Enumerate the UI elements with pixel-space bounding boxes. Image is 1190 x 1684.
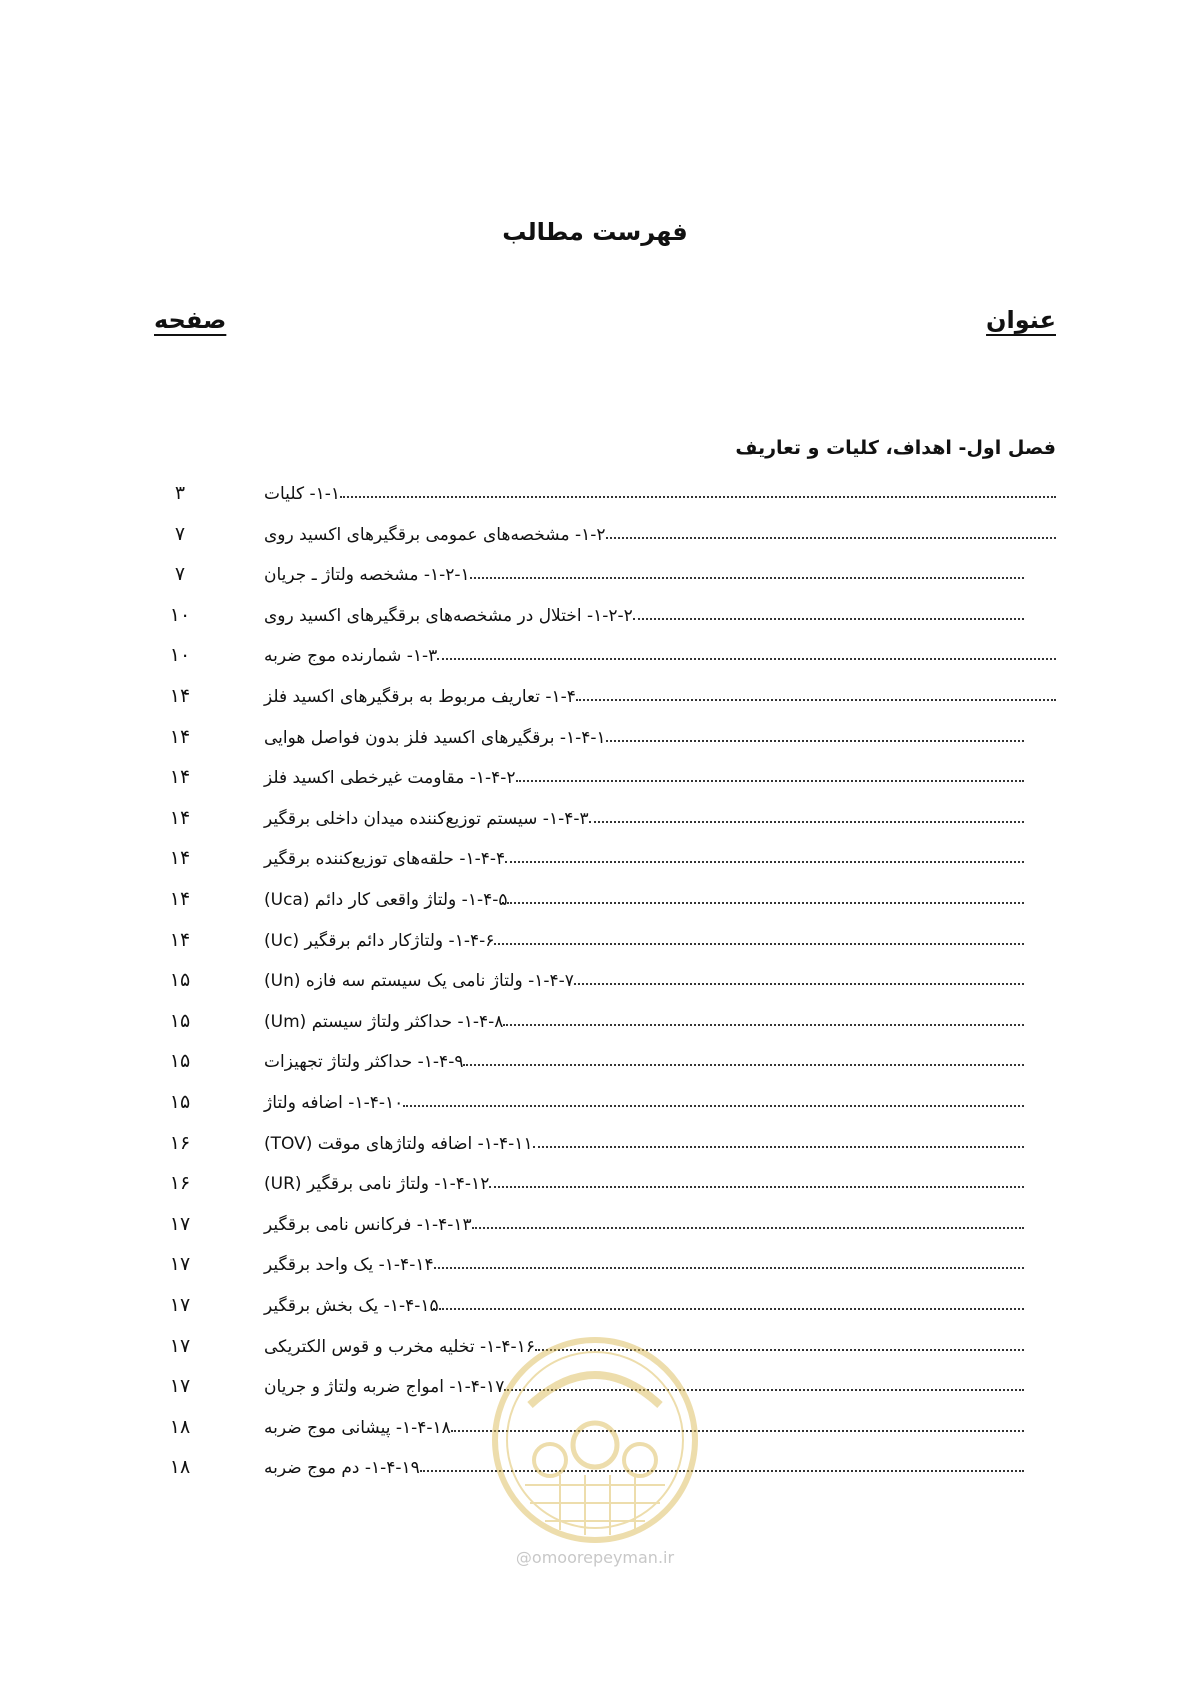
toc-entry [258,1164,1024,1194]
toc-page-number: ۱۴ [169,806,191,829]
toc-page-number: ۱۴ [169,888,191,910]
toc-page-number: ۱۶ [169,1131,191,1154]
watermark-url: @omoorepeyman.ir [515,1548,675,1567]
toc-page-number: ۱۰ [169,644,191,667]
toc-entry-label: ۱-۴-۹- حداکثر ولتاژ تجهیزات [264,1052,464,1073]
toc-entry-label: ۱-۴-۵- ولتاژ واقعی کار دائم (Uca) [264,890,508,910]
toc-entry-label: ۱-۴-۴- حلقه‌های توزیع‌کننده برقگیر [264,849,506,870]
toc-row[interactable] [0,758,1190,802]
toc-page-number: ۱۷ [169,1212,191,1235]
dot-leader [437,658,1056,660]
toc-page-number: ۱۷ [169,1294,191,1316]
toc-entry [258,758,1024,788]
toc-entry [258,1286,1024,1316]
toc-entry [258,1245,1024,1275]
toc-page-number: ۱۵ [169,1091,191,1113]
toc-entry [258,1205,1024,1235]
dot-leader [576,699,1056,701]
toc-page-number: ۱۴ [169,847,191,870]
toc-entry-label: ۱-۱- کلیات [264,484,340,504]
dot-leader [505,861,1024,863]
chapter-heading: فصل اول- اهداف، کلیات و تعاریف [735,437,1056,459]
toc-entry [258,880,1024,910]
dot-leader [439,1308,1024,1310]
toc-entry-label: ۱-۴-۱۷- امواج ضربه ولتاژ و جریان [264,1377,505,1398]
dot-leader [340,496,1056,498]
toc-entry [258,718,1024,748]
toc-page-number: ۱۴ [169,928,191,951]
toc-row[interactable] [0,839,1190,883]
toc-entry-label: ۱-۴-۱۸- پیشانی موج ضربه [264,1417,451,1438]
toc-page-number: ۱۵ [169,1050,191,1073]
dot-leader [470,577,1024,579]
toc-row[interactable] [0,515,1190,559]
dot-leader [489,1186,1024,1188]
toc-entry [258,1124,1024,1154]
toc-entry-label: ۱-۴- تعاریف مربوط به برقگیرهای اکسید فلز [264,687,576,707]
toc-entry [258,636,1056,666]
toc-entry-label: ۱-۴-۲- مقاومت غیرخطی اکسید فلز [264,768,516,789]
toc-entry-label: ۱-۴-۱- برقگیرهای اکسید فلز بدون فواصل هوایی [264,727,606,748]
toc-row[interactable] [0,1164,1190,1208]
dot-leader [403,1105,1024,1107]
dot-leader [606,740,1024,742]
toc-entry-label: ۱-۴-۸- حداکثر ولتاژ سیستم (Um) [264,1011,504,1032]
toc-entry [258,921,1024,951]
toc-page-number: ۳ [174,482,186,504]
toc-page-number: ۱۶ [169,1172,191,1195]
toc-entry [258,596,1024,626]
toc-row[interactable] [0,1124,1190,1168]
toc-entry-label: ۱-۴-۱۳- فرکانس نامی برقگیر [264,1214,472,1235]
dot-leader [589,821,1024,823]
toc-entry [258,799,1024,829]
toc-row[interactable] [0,799,1190,843]
toc-row[interactable] [0,474,1190,518]
toc-page-number: ۱۷ [169,1334,191,1357]
toc-row[interactable] [0,636,1190,680]
toc-page-number: ۷ [174,563,186,586]
toc-page-number: ۱۸ [169,1415,191,1438]
toc-row[interactable] [0,961,1190,1005]
dot-leader [606,537,1057,539]
dot-leader [472,1227,1024,1229]
title-column-header: عنوان [986,306,1056,334]
toc-entry [258,1042,1024,1072]
dot-leader [494,943,1024,945]
toc-row[interactable] [0,677,1190,721]
toc-entry [258,515,1056,545]
toc-entry [258,961,1024,991]
toc-entry-label: ۱-۴-۶- ولتاژکار دائم برقگیر (Uc) [264,930,495,951]
toc-row[interactable] [0,1002,1190,1046]
toc-entry-label: ۱-۴-۱۹- دم موج ضربه [264,1458,420,1479]
toc-entry-label: ۱-۴-۱۲- ولتاژ نامی برقگیر (UR) [264,1174,490,1195]
dot-leader [503,1024,1024,1026]
toc-page-number: ۱۴ [169,766,191,789]
toc-entry [258,1083,1024,1113]
toc-page-number: ۱۵ [169,1009,191,1032]
page-title: فهرست مطالب [502,218,688,246]
toc-entry-label: ۱-۳- شمارنده موج ضربه [264,646,438,667]
toc-entry-label: ۱-۴-۱۵- یک بخش برقگیر [264,1296,439,1316]
toc-entry [258,839,1024,869]
toc-page-number: ۱۷ [169,1253,191,1276]
toc-page-number: ۱۷ [169,1375,191,1398]
toc-row[interactable] [0,1083,1190,1127]
toc-entry-label: ۱-۴-۱۴- یک واحد برقگیر [264,1255,434,1276]
toc-entry [258,474,1056,504]
toc-entry-label: ۱-۴-۱۶- تخلیه مخرب و قوس الکتریکی [264,1336,535,1357]
toc-page-number: ۱۰ [169,603,191,626]
page-column-header: صفحه [154,306,227,334]
watermark-seal-icon [490,1335,700,1545]
toc-entry [258,555,1024,585]
toc-entry-label: ۱-۴-۱۱- اضافه ولتاژهای موقت (TOV) [264,1133,533,1154]
toc-entry-label: ۱-۴-۱۰- اضافه ولتاژ [264,1093,404,1113]
dot-leader [633,618,1024,620]
toc-entry [258,1002,1024,1032]
toc-row[interactable] [0,1205,1190,1249]
dot-leader [516,780,1024,782]
toc-page-number: ۱۸ [169,1456,191,1479]
toc-row[interactable] [0,880,1190,924]
dot-leader [434,1267,1024,1269]
dot-leader [507,902,1024,904]
toc-row[interactable] [0,921,1190,965]
toc-page-number: ۱۴ [169,725,191,748]
toc-row[interactable] [0,1286,1190,1330]
toc-entry-label: ۱-۲-۲- اختلال در مشخصه‌های برقگیرهای اکسید روی [264,605,633,626]
dot-leader [574,983,1024,985]
toc-row[interactable] [0,555,1190,599]
toc-row[interactable] [0,1245,1190,1289]
toc-page-number: ۷ [174,522,186,545]
toc-entry-label: ۱-۴-۳- سیستم توزیع‌کننده میدان داخلی برقگیر [264,808,589,829]
toc-entry-label: ۱-۲-۱- مشخصه ولتاژ ـ جریان [264,565,470,586]
toc-entry-label: ۱-۲- مشخصه‌های عمومی برقگیرهای اکسید روی [264,524,606,545]
dot-leader [533,1146,1024,1148]
toc-row[interactable] [0,596,1190,640]
toc-page-number: ۱۴ [169,685,191,707]
toc-row[interactable] [0,718,1190,762]
toc-page-number: ۱۵ [169,969,191,992]
dot-leader [463,1064,1024,1066]
toc-row[interactable] [0,1042,1190,1086]
toc-entry-label: ۱-۴-۷- ولتاژ نامی یک سیستم سه فازه (Un) [264,971,574,992]
toc-entry [258,677,1056,707]
